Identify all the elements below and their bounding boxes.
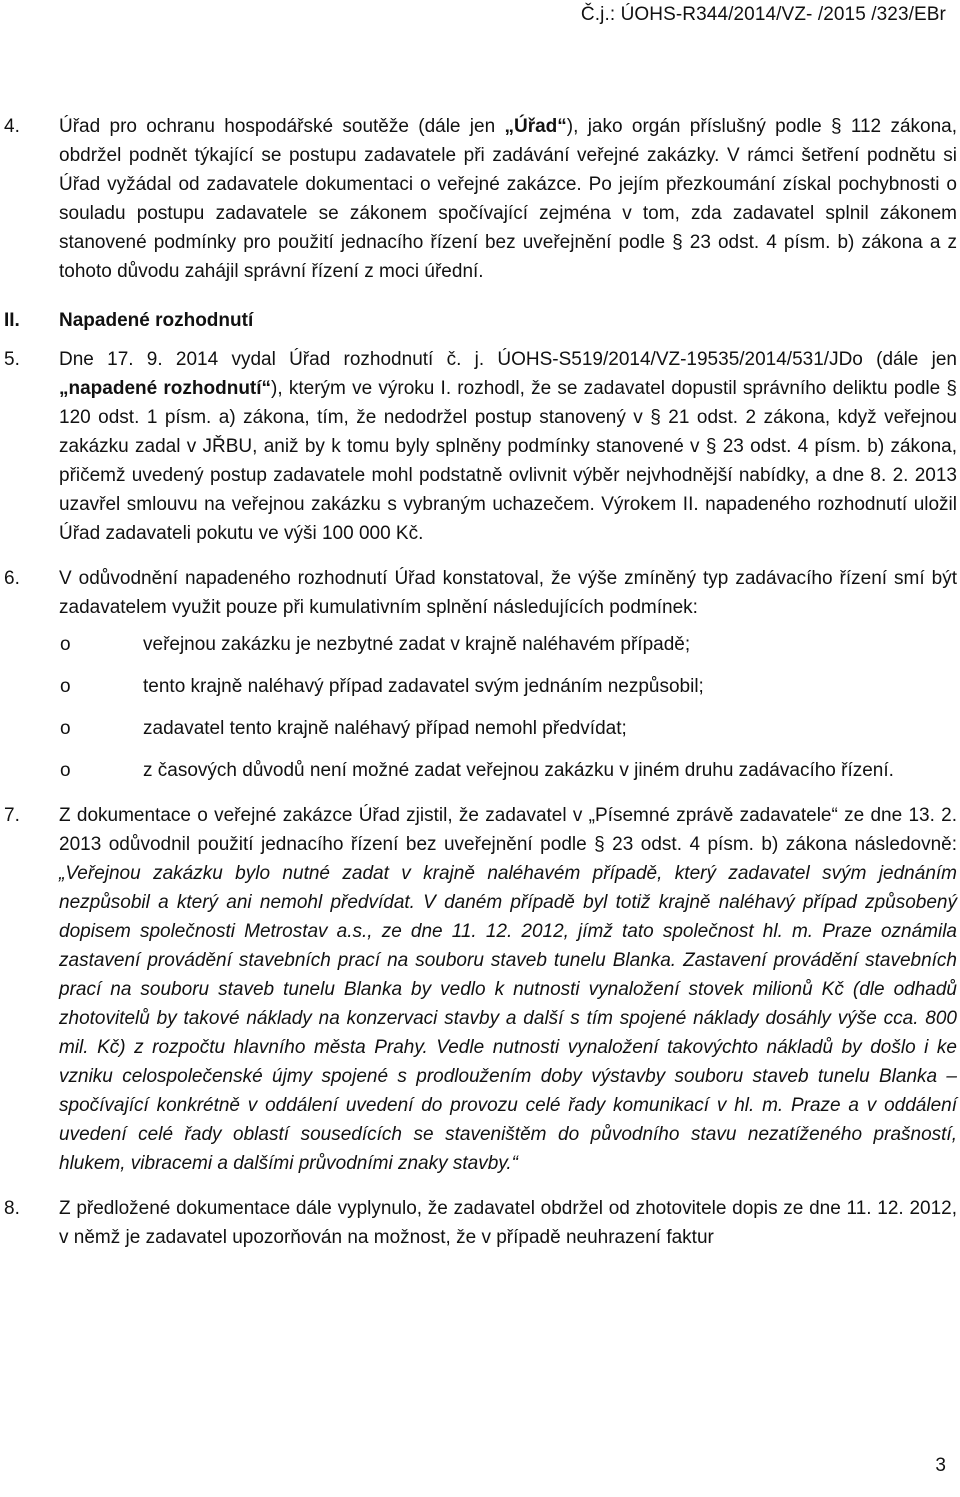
bullet-icon: o — [60, 718, 71, 739]
list-item — [0, 714, 958, 743]
section-number: II. — [4, 310, 20, 331]
bullet-icon: o — [60, 676, 71, 697]
paragraph-number: 6. — [4, 568, 20, 589]
paragraph-number: 4. — [4, 116, 20, 137]
defined-term: „Úřad“ — [504, 116, 567, 137]
document-reference: Č.j.: ÚOHS-R344/2014/VZ- /2015 /323/EBr — [580, 4, 946, 25]
list-item — [0, 630, 958, 659]
paragraph-number: 7. — [4, 805, 20, 826]
paragraph-text: Úřad pro ochranu hospodářské soutěže (dále jen „Úřad“), jako orgán příslušný podle § 112 zákona, obdržel podnět týkající se postupu zadavatele při zadávání veřejné zakázky. V rámci šetření podnětu si Úřad vyžádal od zadavatele dokumentaci o veřejné zakázce. Po jejím přezkoumání získal pochybnosti o souladu postupu zadavatele se zákonem spočívající zejména v tom, zda zadavatel splnil zákonem stanovené podmínky pro použití jednacího řízení bez uveřejnění podle § 23 odst. 4 písm. b) zákona a z tohoto důvodu zahájil správní řízení z moci úřední. — [59, 116, 957, 282]
quoted-justification: „Veřejnou zakázku bylo nutné zadat v krajně naléhavém případě, který zadavatel svým jednáním nezpůsobil a který ani nemohl předvídat. V daném případě byl totiž krajně naléhavý případ způsobený dopisem společnosti Metrostav a.s., ze dne 11. 12. 2012, jímž tato společnost hl. m. Praze oznámila zastavení provádění stavebních prací na souboru staveb tunelu Blanka. Zastavení provádění stavebních prací na souboru staveb tunelu Blanka by vedlo k nutnosti vynaložení stovek milionů Kč (dle odhadů zhotovitelů by takové náklady na konzervaci stavby a další s tím spojené náklady dosáhly výše cca. 800 mil. Kč) z rozpočtu hlavního města Prahy. Vedle nutnosti vynaložení takovýchto nákladů by došlo i ke vzniku celospolečenské újmy spojené s prodloužením doby výstavby souboru staveb tunelu Blanka – spočívající konkrétně v oddálení uvedení do provozu celé řady komunikací v hl. m. Praze a v oddálení uvedení celé řady oblastí sousedících se staveništěm do původního stavu nezatíženého prašností, hlukem, vibracemi a dalšími průvodními znaky stavby.“ — [59, 863, 957, 1174]
list-item-text: tento krajně naléhavý případ zadavatel svým jednáním nezpůsobil; — [143, 676, 704, 697]
paragraph-text: V odůvodnění napadeného rozhodnutí Úřad konstatoval, že výše zmíněný typ zadávacího řízení smí být zadavatelem využit pouze při kumulativním splnění následujících podmínek: — [59, 568, 957, 618]
list-item — [0, 756, 958, 785]
section-heading — [0, 306, 958, 335]
paragraph-5 — [0, 345, 958, 548]
list-item-text: zadavatel tento krajně naléhavý případ nemohl předvídat; — [143, 718, 627, 739]
paragraph-text: Z předložené dokumentace dále vyplynulo, že zadavatel obdržel od zhotovitele dopis ze dne 11. 12. 2012, v němž je zadavatel upozorňován na možnost, že v případě neuhrazení faktur — [59, 1198, 957, 1248]
paragraph-8 — [0, 1194, 958, 1252]
paragraph-7 — [0, 801, 958, 1178]
paragraph-text: Dne 17. 9. 2014 vydal Úřad rozhodnutí č. j. ÚOHS-S519/2014/VZ-19535/2014/531/JDo (dále jen „napadené rozhodnutí“), kterým ve výroku I. rozhodl, že se zadavatel dopustil správního deliktu podle § 120 odst. 1 písm. a) zákona, tím, že nedodržel postup stanovený v § 21 odst. 2 zákona, když veřejnou zakázku zadal v JŘBU, aniž by k tomu byly splněny podmínky stanovené v § 23 odst. 4 písm. b) zákona, přičemž uvedený postup zadavatele mohl podstatně ovlivnit výběr nejvhodnější nabídky, a dne 8. 2. 2013 uzavřel smlouvu na veřejnou zakázku s vybraným uchazečem. Výrokem II. napadeného rozhodnutí uložil Úřad zadavateli pokutu ve výši 100 000 Kč. — [59, 349, 957, 544]
list-item — [0, 672, 958, 701]
defined-term: „napadené rozhodnutí“ — [59, 378, 272, 399]
bullet-icon: o — [60, 760, 71, 781]
section-title: Napadené rozhodnutí — [59, 310, 254, 331]
paragraph-6 — [0, 564, 958, 785]
list-item-text: z časových důvodů není možné zadat veřejnou zakázku v jiném druhu zadávacího řízení. — [143, 760, 894, 781]
paragraph-4 — [0, 112, 958, 286]
paragraph-number: 8. — [4, 1198, 20, 1219]
bullet-icon: o — [60, 634, 71, 655]
paragraph-number: 5. — [4, 349, 20, 370]
list-item-text: veřejnou zakázku je nezbytné zadat v krajně naléhavém případě; — [143, 634, 691, 655]
page-number: 3 — [935, 1455, 946, 1476]
paragraph-text: Z dokumentace o veřejné zakázce Úřad zjistil, že zadavatel v „Písemné zprávě zadavatele“ ze dne 13. 2. 2013 odůvodnil použití jednacího řízení bez uveřejnění podle § 23 odst. 4 písm. b) zákona následovně: „Veřejnou zakázku bylo nutné zadat v krajně naléhavém případě, který zadavatel svým jednáním nezpůsobil a který ani nemohl předvídat. V daném případě byl totiž krajně naléhavý případ způsobený dopisem společnosti Metrostav a.s., ze dne 11. 12. 2012, jímž tato společnost hl. m. Praze oznámila zastavení provádění stavebních prací na souboru staveb tunelu Blanka. Zastavení provádění stavebních prací na souboru staveb tunelu Blanka by vedlo k nutnosti vynaložení stovek milionů Kč (dle odhadů zhotovitelů by takové náklady na konzervaci stavby a další s tím spojené náklady dosáhly výše cca. 800 mil. Kč) z rozpočtu hlavního města Prahy. Vedle nutnosti vynaložení takovýchto nákladů by došlo i ke vzniku celospolečenské újmy spojené s prodloužením doby výstavby souboru staveb tunelu Blanka – spočívající konkrétně v oddálení uvedení do provozu celé řady komunikací v hl. m. Praze a v oddálení uvedení celé řady oblastí sousedících se staveništěm do původního stavu nezatíženého prašností, hlukem, vibracemi a dalšími průvodními znaky stavby.“ — [59, 805, 957, 1174]
document-body — [0, 112, 958, 1268]
conditions-list — [0, 630, 958, 785]
